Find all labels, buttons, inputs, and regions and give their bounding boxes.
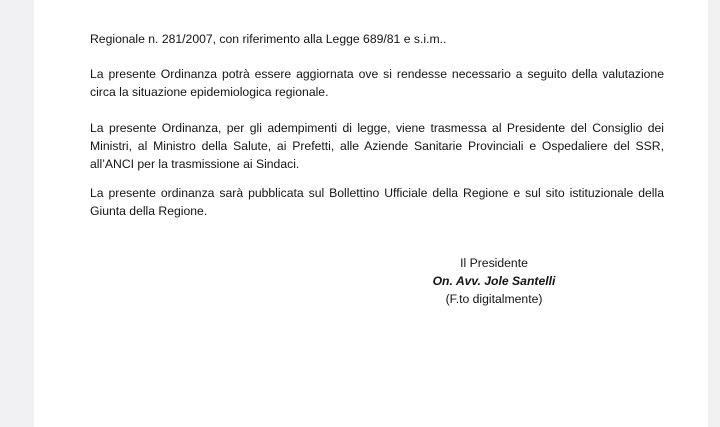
signature-title: Il Presidente (460, 256, 528, 270)
paragraph-publication-clause: La presente ordinanza sarà pubblicata sul Bollettino Ufficiale della Regione e sul sito istituzionale della Giunta della Regione. (90, 186, 664, 218)
paragraph-legal-reference: Regionale n. 281/2007, con riferimento alla Legge 689/81 e s.i.m.. (90, 32, 447, 46)
signature-block (414, 254, 574, 308)
signature-note: (F.to digitalmente) (445, 292, 543, 306)
paragraph-transmission-clause: La presente Ordinanza, per gli adempimenti di legge, viene trasmessa al Presidente del Consiglio dei Ministri, al Ministro della Salute, ai Prefetti, alle Aziende Sanitarie Provinciali e Ospedaliere del SSR, all’ANCI per la trasmissione ai Sindaci. (90, 121, 664, 171)
signature-name: On. Avv. Jole Santelli (432, 274, 556, 288)
document-page (34, 0, 708, 427)
paragraph-update-clause: La presente Ordinanza potrà essere aggiornata ove si rendesse necessario a seguito della valutazione circa la situazione epidemiologica regionale. (90, 67, 664, 99)
